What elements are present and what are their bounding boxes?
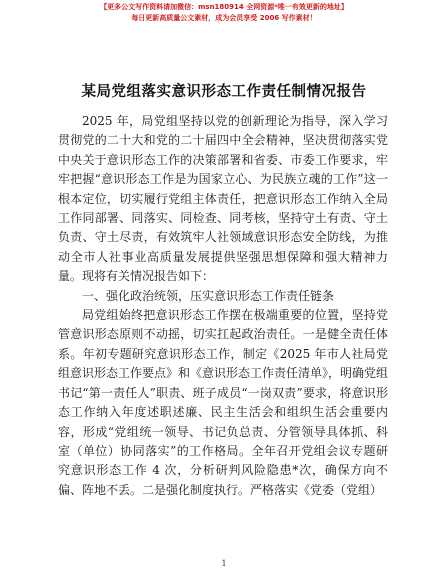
paragraph-section-1: 局党组始终把意识形态工作摆在极端重要的位置，坚持党管意识形态原则不动摇，切实扛起政治责任。一是健全责任体系。年初专题研究意识形态工作，制定《2025 年市人社局党组意识形态工作要点》和《意识形态工作责任清单》，明确党组书记“第一责任人”职责、班子成员“一岗双责”要求，将意识形态工作纳入年度述职述廉、民主生活会和组织生活会重要内容，形成“党组统一领导、书记负总责、分管领导具体抓、科室（单位）协同落实”的工作格局。全年召开党组会议专题研究意识形态工作 4 次，分析研判风险隐患*次，确保方向不偏、阵地不丢。二是强化制度执行。严格落实《党委（党组） xyxy=(58,308,389,497)
banner-line-2: 每日更新高质量公文素材，成为会员享受 2006 写作素材！ xyxy=(131,14,317,22)
section-heading-1: 一、强化政治统领，压实意识形态工作责任链条 xyxy=(82,288,335,303)
page-number: 1 xyxy=(221,559,227,568)
header-banner xyxy=(0,2,448,24)
document-body xyxy=(58,112,388,500)
banner-line-1: 【更多公文写作资料请加微信：msn180914 全网资源*唯一有效更新的地址】 xyxy=(100,3,348,11)
paragraph-intro: 2025 年，局党组坚持以党的创新理论为指导，深入学习贯彻党的二十大和党的二十届四中全会精神，坚决贯彻落实党中央关于意识形态工作的决策部署和省委、市委工作要求，牢牢把握“意识形态工作是为国家立心、为民族立魂的工作”这一根本定位，切实履行党组主体责任，把意识形态工作纳入全局工作同部署、同落实、同检查、同考核，坚持守土有责、守土负责、守土尽责，有效筑牢人社领域意识形态安全防线，为推动全市人社事业高质量发展提供坚强思想保障和强大精神力量。现将有关情况报告如下： xyxy=(58,114,388,284)
document-title: 某局党组落实意识形态工作责任制情况报告 xyxy=(81,83,367,100)
